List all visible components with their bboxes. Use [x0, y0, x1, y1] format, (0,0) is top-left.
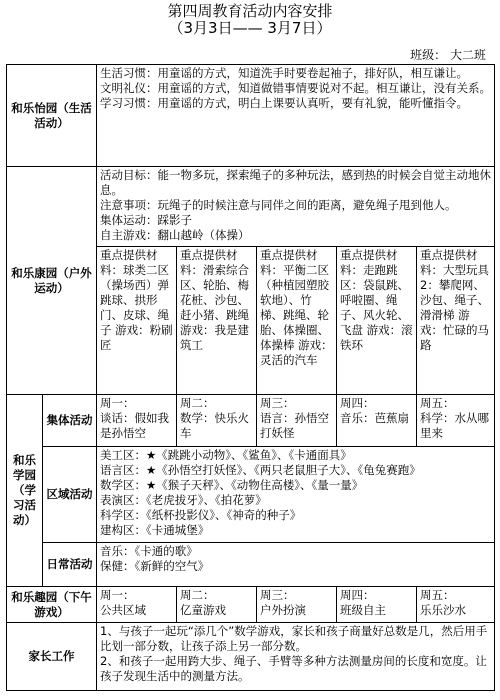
- day-content: 公共区域: [100, 603, 146, 617]
- afternoon-section-label: 和乐趣园（下午游戏）: [7, 587, 97, 623]
- group-activity-row: [7, 395, 495, 447]
- afternoon-day: [97, 587, 177, 623]
- day-content: 语言：孙悟空打妖怪: [260, 411, 329, 440]
- afternoon-day: [417, 587, 495, 623]
- daily-line: 音乐：《卡通的歌》: [100, 544, 198, 558]
- day-content: 科学：水从哪里来: [420, 411, 489, 440]
- day-content: 亿童游戏: [180, 603, 226, 617]
- group-activity-day: [257, 395, 337, 447]
- outdoor-line: 集体运动：踩影子: [100, 213, 192, 227]
- day-label: 周三：: [260, 396, 295, 410]
- outdoor-line: 注意事项：玩绳子的时候注意与同伴之间的距离，避免绳子甩到他人。: [100, 198, 457, 212]
- parent-section-label: 家长工作: [7, 623, 97, 691]
- daily-activity-label: 日常活动: [43, 543, 97, 587]
- parent-row: [7, 623, 495, 691]
- day-content: 数学：快乐火车: [180, 411, 249, 440]
- area-activity-row: [7, 447, 495, 543]
- day-content: 班级自主: [340, 603, 386, 617]
- outdoor-line: 自主游戏：翻山越岭（体操）: [100, 228, 250, 242]
- area-line: 美工区：★《跳跳小动物》、《鲨鱼》、《卡通面具》: [100, 448, 352, 462]
- parent-line: 1、与孩子一起玩“添几个”数学游戏，家长和孩子商量好总数是几，然后用手比划一部分数，让孩子添上另一部分数。: [100, 624, 488, 653]
- outdoor-column: 重点提供材料：平衡二区（种植园塑胶软地）、竹梯、跳绳、轮胎、体操圈、体操棒 游戏：灵活的汽车: [257, 247, 337, 395]
- day-label: 周四：: [340, 396, 375, 410]
- outdoor-column: 重点提供材料：球类二区（操场西）弹跳球、拱形门、皮球、绳子 游戏：粉刷匠: [97, 247, 177, 395]
- daily-activity-row: [7, 543, 495, 587]
- group-activity-label: 集体活动: [43, 395, 97, 447]
- daily-activity-content: [97, 543, 495, 587]
- group-activity-day: [337, 395, 417, 447]
- day-content: 谈话：假如我是孙悟空: [100, 411, 169, 440]
- day-content: 乐乐沙水: [420, 603, 466, 617]
- learning-section-label: 和乐学园（学习活动）: [7, 395, 43, 587]
- day-content: 音乐：芭蕉扇: [340, 411, 409, 425]
- daily-line: 保健：《新鲜的空气》: [100, 559, 210, 573]
- day-label: 周一：: [100, 396, 135, 410]
- life-line: 文明礼仪：用童谣的方式，知道做错事情要说对不起。相互谦让，没有关系。: [100, 81, 491, 95]
- group-activity-day: [417, 395, 495, 447]
- area-line: 数学区：★《猴子天秤》、《动物住高楼》、《量一量》: [100, 478, 364, 492]
- life-line: 生活习惯：用童谣的方式，知道洗手时要卷起袖子，排好队，相互谦让。: [100, 66, 468, 80]
- class-info: 班级： 大二班: [410, 48, 486, 62]
- day-label: 周一：: [100, 588, 135, 602]
- area-line: 语言区：★《孙悟空打妖怪》、《两只老鼠胆子大》、《龟兔赛跑》: [100, 463, 421, 477]
- area-line: 表演区：《老虎拔牙》、《拍花萝》: [100, 493, 267, 507]
- class-name: 大二班: [449, 48, 486, 62]
- outdoor-section-label: 和乐康园（户外运动）: [7, 167, 97, 395]
- day-label: 周二：: [180, 588, 215, 602]
- day-label: 周三：: [260, 588, 295, 602]
- area-line: 科学区：《纸杯投影仪》、《神奇的种子》: [100, 508, 302, 522]
- date-range: （3月3日—— 3月7日）: [168, 19, 332, 37]
- outdoor-line: 活动目标：能一物多玩，探索绳子的多种玩法，感到热的时候会自觉主动地休息。: [100, 168, 491, 197]
- afternoon-day: [337, 587, 417, 623]
- day-label: 周四：: [340, 588, 375, 602]
- area-line: 建构区：《卡通城堡》: [100, 523, 210, 537]
- day-content: 户外扮演: [260, 603, 306, 617]
- title-text: 第四周教育活动内容安排: [167, 2, 333, 20]
- schedule-table: [6, 64, 495, 691]
- outdoor-column: 重点提供材料：大型玩具2：攀爬网、沙包、绳子、滑滑梯 游戏：忙碌的马路: [417, 247, 495, 395]
- life-row: [7, 65, 495, 167]
- day-label: 周五：: [420, 588, 455, 602]
- life-section-label: 和乐怡园（生活活动）: [7, 65, 97, 167]
- outdoor-column: 重点提供材料：滑索综合区、轮胎、梅花桩、沙包、赶小猪、跳绳 游戏：我是建筑工: [177, 247, 257, 395]
- area-activity-label: 区域活动: [43, 447, 97, 543]
- afternoon-row: [7, 587, 495, 623]
- afternoon-day: [177, 587, 257, 623]
- day-label: 周二：: [180, 396, 215, 410]
- parent-line: 2、和孩子一起用跨大步、绳子、手臂等多种方法测量房间的长度和宽度。让孩子发现生活中的测量方法。: [100, 654, 487, 683]
- page-title: [0, 3, 500, 37]
- life-section-content: [97, 65, 495, 167]
- outdoor-section-content: [97, 167, 495, 247]
- life-line: 学习习惯：用童谣的方式，明白上课要认真听，要有礼貌，能听懂指令。: [100, 96, 468, 110]
- parent-section-content: [97, 623, 495, 691]
- group-activity-day: [97, 395, 177, 447]
- class-label: 班级: [410, 48, 435, 62]
- outdoor-row: [7, 167, 495, 247]
- group-activity-day: [177, 395, 257, 447]
- area-activity-content: [97, 447, 495, 543]
- afternoon-day: [257, 587, 337, 623]
- day-label: 周五：: [420, 396, 455, 410]
- outdoor-column: 重点提供材料：走跑跳区：袋鼠跳、呼啦圈、绳子、风火轮、飞盘 游戏：滚铁环: [337, 247, 417, 395]
